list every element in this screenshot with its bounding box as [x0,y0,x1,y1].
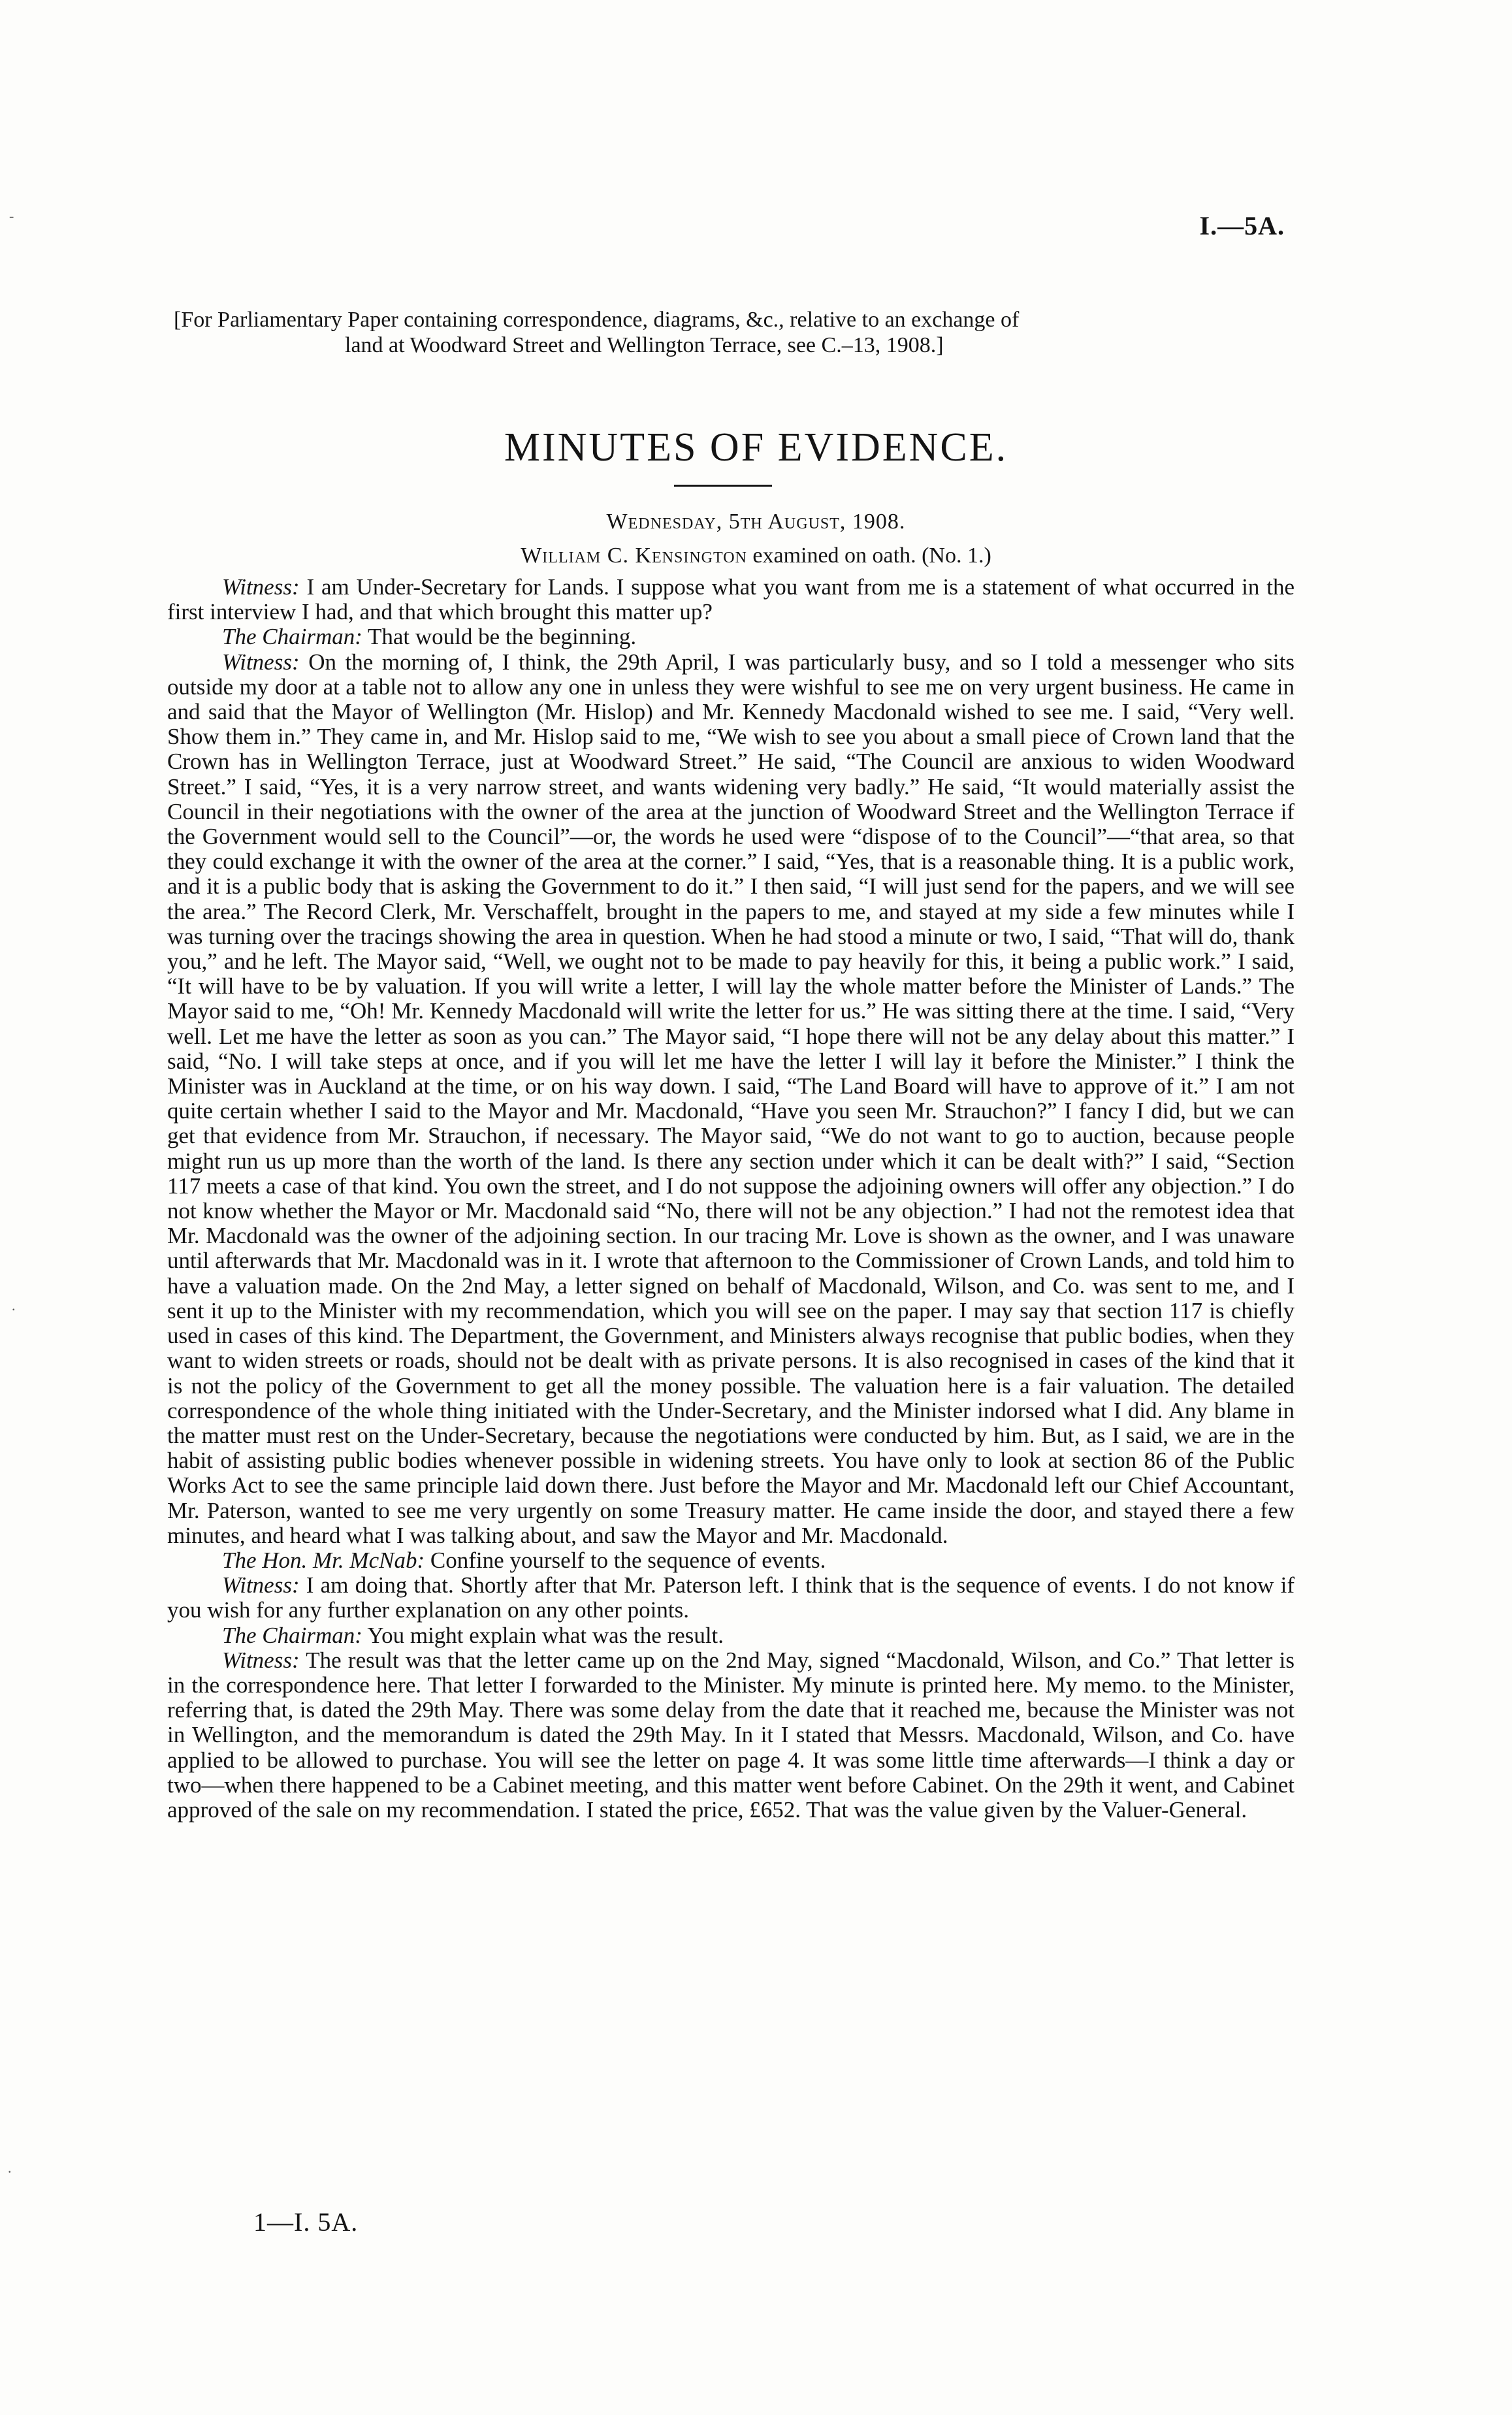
evidence-body [167,575,1295,1823]
paragraph-text: On the morning of, I think, the 29th April, I was particularly busy, and so I told a messenger who sits outside my door at a table not to allow any one in unless they were wishful to see me on very urgent business. He came in and said that the Mayor of Wellington (Mr. Hislop) and Mr. Kennedy Macdonald wished to see me. I said, “Very well. Show them in.” They came in, and Mr. Hislop said to me, “We wish to see you about a small piece of Crown land that the Crown has in Wellington Terrace, just at Woodward Street.” He said, “The Council are anxious to widen Woodward Street.” I said, “Yes, it is a very narrow street, and wants widening very badly.” He said, “It would materially assist the Council in their negotiations with the owner of the area at the junction of Woodward Street and the Wellington Terrace if the Government would sell to the Council”—or, the words he used were “dispose of to the Council”—“that area, so that they could exchange it with the owner of the area at the corner.” I said, “Yes, that is a reasonable thing. It is a public work, and it is a public body that is asking the Government to do it.” I then said, “I will just send for the papers, and we will see the area.” The Record Clerk, Mr. Verschaffelt, brought in the papers to me, and stayed at my side a few minutes while I was turning over the tracings showing the area in question. When he had stood a minute or two, I said, “That will do, thank you,” and he left. The Mayor said, “Well, we ought not to be made to pay heavily for this, it being a public work.” I said, “It will have to be by valuation. If you will write a letter, I will lay the whole matter before the Minister of Lands.” The Mayor said to me, “Oh! Mr. Kennedy Macdonald will write the letter for us.” He was sitting there at the time. I said, “Very well. Let me have the letter as soon as you can.” The Mayor said, “I hope there will not be any delay about this matter.” I said, “No. I will take steps at once, and if you will let me have the letter I will lay it before the Minister.” I think the Minister was in Auckland at the time, or on his way down. I said, “The Land Board will have to approve of it.” I am not quite certain whether I said to the Mayor and Mr. Macdonald, “Have you seen Mr. Strauchon?” I fancy I did, but we can get that evidence from Mr. Strauchon, if necessary. The Mayor said, “We do not want to go to auction, because people might run us up more than the worth of the land. Is there any section under which it can be dealt with?” I said, “Section 117 meets a case of that kind. You own the street, and I do not suppose the adjoining owners will offer any objection.” I do not know whether the Mayor or Mr. Macdonald said “No, there will not be any objection.” I had not the remotest idea that Mr. Macdonald was the owner of the adjoining section. In our tracing Mr. Love is shown as the owner, and I was unaware until afterwards that Mr. Macdonald was in it. I wrote that afternoon to the Commissioner of Crown Lands, and told him to have a valuation made. On the 2nd May, a letter signed on behalf of Macdonald, Wilson, and Co. was sent to me, and I sent it up to the Minister with my recommendation, which you will see on the paper. I may say that section 117 is chiefly used in cases of this kind. The Department, the Government, and Ministers always recognise that public bodies, when they want to widen streets or roads, should not be dealt with as private persons. It is also recognised in cases of the kind that it is not the policy of the Government to get all the money possible. The valuation here is a fair valuation. The detailed correspondence of the whole thing initiated with the Under-Secretary, and the Minister indorsed what I did. Any blame in the matter must rest on the Under-Secretary, because the negotiations were conducted by him. But, as I said, we are in the habit of assisting public bodies whenever possible in widening streets. You have only to look at section 86 of the Public Works Act to see the same principle laid down there. Just before the Mayor and Mr. Macdonald left our Chief Accountant, Mr. Paterson, wanted to see me very urgently on some Treasury matter. He came inside the door, and stayed there a few minutes, and heard what I was talking about, and saw the Mayor and Mr. Macdonald. [167,649,1295,1548]
parliamentary-paper-note [174,307,1295,358]
scan-mark: . [12,1297,16,1314]
paragraph-text: You might explain what was the result. [362,1622,724,1648]
witness-name: William C. Kensington [521,543,747,568]
examined-line [0,543,1512,568]
speaker-label: The Chairman: [222,624,362,650]
title-rule [674,485,772,487]
paragraph-text: That would be the beginning. [362,624,637,650]
paragraph [167,650,1295,1548]
date-line: Wednesday, 5th August, 1908. [606,510,906,534]
paragraph [167,575,1295,624]
page-reference: I.—5A. [1199,211,1285,240]
speaker-label: Witness: [222,649,300,675]
paragraph-text: I am Under-Secretary for Lands. I suppose what you want from me is a statement of what occurred in the first interview I had, and that which brought this matter up? [167,574,1295,625]
paragraph-text: Confine yourself to the sequence of events. [425,1547,826,1573]
paragraph [167,1648,1295,1823]
note-line-1: [For Parliamentary Paper containing correspondence, diagrams, &c., relative to an exchange of [174,308,1020,332]
examined-text: examined on oath. (No. 1.) [747,543,991,568]
scan-mark: - [9,208,14,224]
paragraph-text: I am doing that. Shortly after that Mr. Paterson left. I think that is the sequence of events. I do not know if you wish for any further explanation on any other points. [167,1572,1295,1623]
paragraph [167,1548,1295,1573]
footer-reference: 1—I. 5A. [253,2207,359,2237]
scan-mark: . [8,2160,12,2176]
speaker-label: Witness: [222,1647,300,1673]
page-title: MINUTES OF EVIDENCE. [504,425,1008,470]
speaker-label: The Hon. Mr. McNab: [222,1547,425,1573]
paragraph [167,1623,1295,1648]
paragraph [167,1573,1295,1623]
speaker-label: Witness: [222,574,300,600]
speaker-label: The Chairman: [222,1622,362,1648]
speaker-label: Witness: [222,1572,300,1598]
paragraph-text: The result was that the letter came up on the 2nd May, signed “Macdonald, Wilson, and Co.” That letter is in the correspondence here. That letter I forwarded to the Minister. My minute is printed here. My memo. to the Minister, referring that, is dated the 29th May. There was some delay from the date that it reached me, because the Minister was not in Wellington, and the memorandum is dated the 29th May. In it I stated that Messrs. Macdonald, Wilson, and Co. have applied to be allowed to purchase. You will see the letter on page 4. It was some little time afterwards—I think a day or two—when there happened to be a Cabinet meeting, and this matter went before Cabinet. On the 29th it went, and Cabinet approved of the sale on my recommendation. I stated the price, £652. That was the value given by the Valuer-General. [167,1647,1295,1823]
paragraph [167,624,1295,649]
note-line-2: land at Woodward Street and Wellington Terrace, see C.–13, 1908.] [345,333,944,357]
